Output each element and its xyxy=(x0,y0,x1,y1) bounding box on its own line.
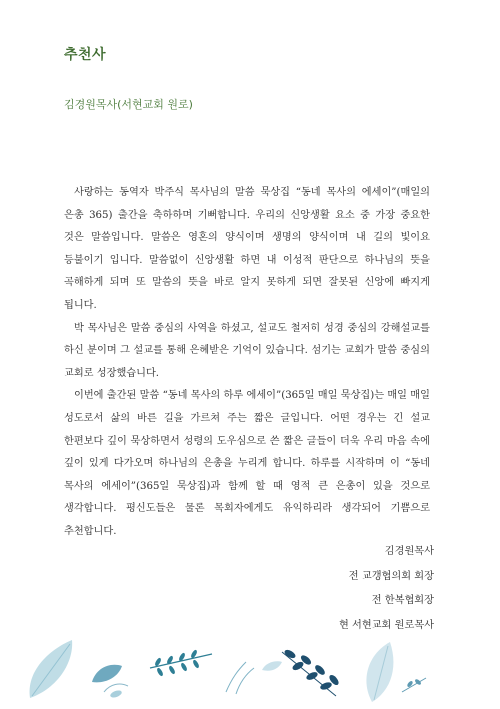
signature-title-3: 현 서현교회 원로목사 xyxy=(338,619,434,631)
author-line: 김경원목사(서현교회 원로) xyxy=(64,98,193,111)
signature-title-2: 전 한복협회장 xyxy=(371,595,434,606)
paragraph-1: 사랑하는 동역자 박주식 목사님의 말씀 묵상집 “동네 목사의 에세이”(매일의 은총 365) 출간을 축하하며 기뻐합니다. 우리의 신앙생활 요소 중 가장 중요한 것은 말씀입니다. 말씀은 영혼의 양식이며 생명의 양식이며 내 길의 빛이요 등불이기 입니다. 말씀없이 신앙생활 하면 내 이성적 판단으로 하나님의 뜻을 곡해하게 되며 또 말씀의 뜻을 바로 알지 못하게 되면 잘못된 신앙에 빠지게 됩니다. xyxy=(64,187,430,311)
paragraph-3: 이번에 출간된 말씀 “동네 목사의 하루 에세이”(365일 매일 묵상집)는 매일 매일 성도로서 삶의 바른 길을 가르쳐 주는 짧은 글입니다. 어떤 경우는 긴 설교 한편보다 깊이 묵상하면서 성령의 도우심으로 쓴 짧은 글들이 더욱 우리 마음 속에 깊이 있게 다가오며 하나님의 은총을 누리게 합니다. 하루를 시작하며 이 “동네 목사의 에세이”(365일 묵상집)과 함께 할 때 영적 큰 은총이 있을 것으로 생각합니다. 평신도들은 물론 목회자에게도 유익하리라 생각되어 기쁨으로 추천합니다. xyxy=(64,390,430,537)
paragraph-2: 박 목사님은 말씀 중심의 사역을 하셨고, 설교도 철저히 성경 중심의 강해설교를 하신 분이며 그 설교를 통해 은혜받은 기억이 있습니다. 섬기는 교회가 말씀 중심의 교회로 성장했습니다. xyxy=(64,322,430,379)
page-title: 추천사 xyxy=(64,47,107,63)
body-text xyxy=(64,182,430,544)
small-leaf-icon xyxy=(262,661,282,670)
pale-leaf-icon xyxy=(30,640,73,698)
grass-icon xyxy=(226,662,254,694)
leaf-sprig-icon xyxy=(92,665,128,699)
fern-branch-icon xyxy=(150,650,212,677)
right-sprig-icon xyxy=(402,678,426,692)
tall-leaf-icon xyxy=(366,642,393,702)
signature-title-1: 전 교갱협의회 회장 xyxy=(348,570,434,582)
leaf-decoration xyxy=(0,632,500,709)
signature-block xyxy=(339,540,434,638)
signature-name: 김경원목사 xyxy=(384,546,434,557)
leaf-cluster-icon xyxy=(282,648,340,696)
